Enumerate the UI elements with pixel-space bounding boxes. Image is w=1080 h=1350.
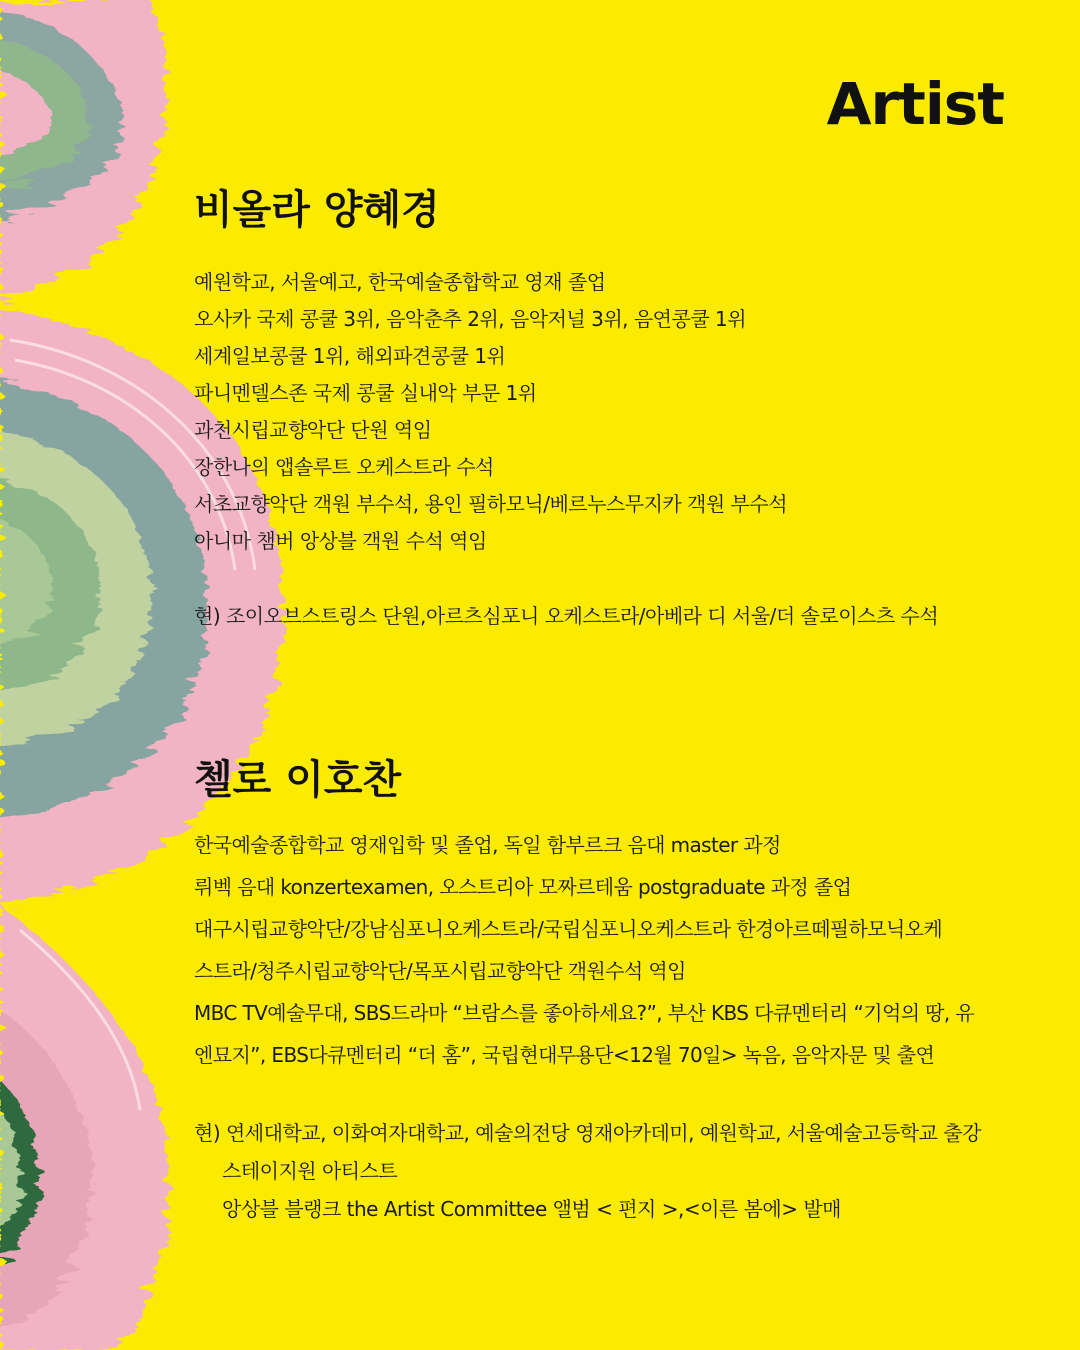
- bio-line: 과천시립교향악단 단원 역임: [194, 418, 432, 442]
- artist-name: 첼로 이호찬: [194, 757, 402, 803]
- bio-line: 아니마 챔버 앙상블 객원 수석 역임: [194, 529, 487, 553]
- artist-profile-viola: [194, 180, 1054, 635]
- bio-line: 스트라/청주시립교향악단/목포시립교향악단 객원수석 역임: [194, 959, 686, 983]
- bio-line: 뤼벡 음대 konzertexamen, 오스트리아 모짜르테움 postgraduate 과정 졸업: [194, 875, 852, 899]
- artist-profile-cello: [194, 750, 1054, 1228]
- bio-line: 한국예술종합학교 영재입학 및 졸업, 독일 함부르크 음대 master 과정: [194, 833, 781, 857]
- bio-line: MBC TV예술무대, SBS드라마 “브람스를 좋아하세요?”, 부산 KBS 다큐멘터리 “기억의 땅, 유: [194, 1001, 975, 1025]
- bio-line: 파니멘델스존 국제 콩쿨 실내악 부문 1위: [194, 381, 537, 405]
- artist-bio-list: [194, 264, 1054, 560]
- current-positions: [194, 598, 1054, 635]
- bio-line: 엔묘지”, EBS다큐멘터리 “더 홈”, 국립현대무용단<12월 70일> 녹음, 음악자문 및 출연: [194, 1043, 935, 1067]
- bio-line: 오사카 국제 콩쿨 3위, 음악춘추 2위, 음악저널 3위, 음연콩쿨 1위: [194, 307, 747, 331]
- artist-name: 비올라 양혜경: [194, 187, 440, 233]
- bio-line: 대구시립교향악단/강남심포니오케스트라/국립심포니오케스트라 한경아르떼필하모닉오케: [194, 917, 943, 941]
- current-positions: [194, 1114, 1054, 1228]
- artist-bio-list: [194, 824, 1054, 1076]
- bio-line: 장한나의 앱솔루트 오케스트라 수석: [194, 455, 494, 479]
- bio-line: 예원학교, 서울예고, 한국예술종합학교 영재 졸업: [194, 270, 606, 294]
- bio-line: 세계일보콩쿨 1위, 해외파견콩쿨 1위: [194, 344, 506, 368]
- current-line: 현) 연세대학교, 이화여자대학교, 예술의전당 영재아카데미, 예원학교, 서울예술고등학교 출강: [194, 1121, 981, 1145]
- bio-line: 서초교향악단 객원 부수석, 용인 필하모닉/베르누스무지카 객원 부수석: [194, 492, 788, 516]
- current-line: 스테이지원 아티스트: [222, 1159, 398, 1183]
- page-title: Artist: [826, 70, 1004, 138]
- current-line: 앙상블 블랭크 the Artist Committee 앨범 < 편지 >,<이른 봄에> 발매: [222, 1197, 841, 1221]
- current-line: 현) 조이오브스트링스 단원,아르츠심포니 오케스트라/아베라 디 서울/더 솔로이스츠 수석: [194, 604, 939, 628]
